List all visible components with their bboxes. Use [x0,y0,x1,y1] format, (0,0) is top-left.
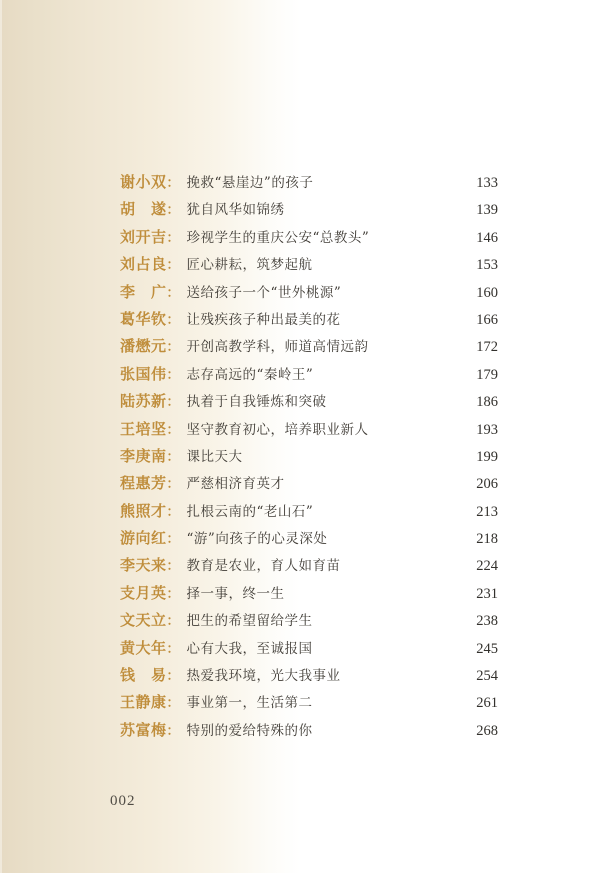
toc-entry-page: 261 [476,695,498,712]
toc-entry-page: 139 [476,202,498,219]
toc-entry-title: 执着于自我锤炼和突破 [186,394,327,411]
toc-entry-title: 送给孩子一个“世外桃源” [186,284,342,301]
table-of-contents [120,169,498,744]
toc-entry [120,416,498,443]
toc-entry-title: 挽救“悬崖边”的孩子 [186,175,314,191]
toc-entry-name: 葛华钦 [120,310,167,328]
toc-entry-title: 严慈相济育英才 [186,476,285,493]
toc-entry-name: 李 广 [120,283,167,301]
toc-entry-name: 谢小双 [120,174,167,191]
toc-entry-colon: ： [166,339,180,355]
toc-entry-name: 游向红 [120,530,167,548]
toc-entry [120,635,498,662]
toc-entry-name: 李天来 [120,557,167,575]
toc-entry [120,552,498,579]
toc-entry-page: 213 [476,503,498,520]
toc-entry-colon: ： [166,722,180,738]
toc-entry [120,279,498,306]
toc-entry-colon: ： [166,695,180,711]
toc-entry-title: 教育是农业，育人如育苗 [186,558,341,575]
toc-entry-page: 160 [476,284,498,301]
toc-entry-title: 事业第一，生活第二 [186,695,313,712]
toc-entry [120,388,498,415]
toc-entry-name: 胡 遂 [120,201,167,219]
toc-entry-colon: ： [166,558,180,574]
toc-entry-colon: ： [166,257,180,273]
toc-entry-colon: ： [166,640,180,656]
toc-entry-name: 钱 易 [120,667,167,685]
toc-entry-page: 231 [476,585,498,602]
toc-entry-title: 让残疾孩子种出最美的花 [186,311,341,328]
toc-entry-title: “游”向孩子的心灵深处 [186,531,328,548]
toc-entry-title: 特别的爱给特殊的你 [186,722,313,739]
toc-entry-colon: ： [166,394,180,410]
spine-highlight [0,0,2,873]
toc-entry [120,580,498,607]
toc-entry-colon: ： [166,668,180,684]
toc-entry-page: 224 [476,558,498,575]
folio-page-number: 002 [110,793,136,809]
toc-entry [120,333,498,360]
toc-entry-colon: ： [166,366,180,382]
toc-entry-colon: ： [166,284,180,300]
toc-entry [120,306,498,333]
toc-entry-name: 苏富梅 [120,721,167,739]
toc-entry-title: 志存高远的“秦岭王” [186,366,314,383]
toc-entry-title: 把生的希望留给学生 [186,613,313,630]
toc-entry-page: 133 [476,175,498,191]
toc-entry-name: 文天立 [120,612,167,630]
toc-entry [120,470,498,497]
toc-entry-colon: ： [166,503,180,519]
toc-entry-colon: ： [166,585,180,601]
toc-entry [120,169,498,196]
toc-entry-name: 潘懋元 [120,338,167,356]
toc-entry [120,689,498,716]
toc-entry-title: 珍视学生的重庆公安“总教头” [186,229,370,246]
toc-entry [120,607,498,634]
toc-entry-name: 王静康 [120,694,167,712]
toc-entry-name: 支月英 [120,584,167,602]
toc-entry-colon: ： [166,531,180,547]
toc-entry-page: 172 [476,339,498,356]
toc-entry-page: 254 [476,668,498,685]
toc-entry-page: 153 [476,257,498,274]
toc-entry-page: 238 [476,613,498,630]
toc-entry-colon: ： [166,229,180,245]
toc-entry-title: 开创高教学科，师道高情远韵 [186,339,369,356]
toc-entry-title: 匠心耕耘，筑梦起航 [186,257,313,274]
toc-entry-colon: ： [166,175,180,190]
toc-entry-colon: ： [166,613,180,629]
toc-entry [120,251,498,278]
toc-entry-page: 179 [476,366,498,383]
toc-entry-page: 245 [476,640,498,657]
toc-entry-name: 李庚南 [120,447,167,465]
toc-entry [120,196,498,223]
toc-entry-page: 166 [476,311,498,328]
toc-entry-name: 黄大年 [120,639,167,657]
toc-entry-title: 热爱我环境，光大我事业 [186,668,341,685]
toc-entry [120,662,498,689]
toc-entry-name: 刘占良 [120,256,167,274]
toc-entry-name: 张国伟 [120,365,167,383]
toc-entry-name: 熊照才 [120,502,167,520]
toc-entry-page: 186 [476,394,498,411]
toc-entry-page: 193 [476,421,498,438]
toc-entry-name: 陆苏新 [120,393,167,411]
toc-entry-colon: ： [166,202,180,218]
toc-entry-colon: ： [166,448,180,464]
toc-entry-colon: ： [166,421,180,437]
toc-entry-page: 146 [476,229,498,246]
toc-entry-name: 刘开吉 [120,228,167,246]
toc-entry-page: 206 [476,476,498,493]
toc-entry [120,224,498,251]
toc-entry-page: 218 [476,531,498,548]
toc-entry-page: 199 [476,448,498,465]
toc-entry-title: 课比天大 [186,448,243,465]
toc-entry [120,498,498,525]
toc-entry-title: 坚守教育初心，培养职业新人 [186,421,369,438]
toc-entry [120,361,498,388]
toc-entry-colon: ： [166,311,180,327]
toc-entry-title: 犹自风华如锦绣 [186,202,285,219]
toc-entry [120,717,498,744]
toc-entry-name: 王培坚 [120,420,167,438]
toc-entry [120,525,498,552]
toc-entry-colon: ： [166,476,180,492]
toc-entry-title: 扎根云南的“老山石” [186,503,314,520]
toc-entry-title: 心有大我，至诚报国 [186,640,313,657]
toc-entry-page: 268 [476,722,498,739]
toc-entry [120,443,498,470]
toc-entry-name: 程惠芳 [120,475,167,493]
toc-entry-title: 择一事，终一生 [186,585,285,602]
